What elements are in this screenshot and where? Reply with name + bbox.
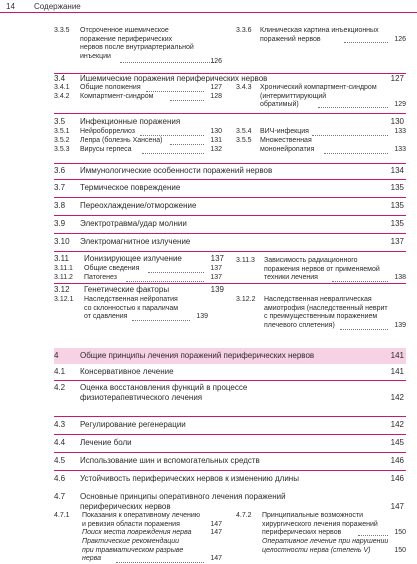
leader-dots [120, 62, 216, 63]
leader-dots [324, 153, 388, 154]
header-title: Содержание [34, 2, 81, 11]
leader-dots [318, 107, 388, 108]
section-divider [54, 283, 406, 284]
section-divider [54, 197, 406, 198]
leader-dots [146, 91, 204, 92]
leader-dots [344, 42, 388, 43]
section-divider [54, 179, 406, 180]
leader-dots [116, 562, 204, 563]
section-divider [54, 251, 406, 252]
section-divider [54, 470, 406, 471]
section-divider [54, 416, 406, 417]
section-divider [54, 452, 406, 453]
header-rule [0, 12, 417, 13]
section-divider [54, 233, 406, 234]
leader-dots [312, 135, 388, 136]
section-divider [54, 434, 406, 435]
leader-dots [340, 329, 388, 330]
leader-dots [358, 535, 388, 536]
leader-dots [332, 281, 388, 282]
page-number: 14 [6, 2, 15, 11]
section-divider [54, 380, 406, 381]
leader-dots [132, 320, 190, 321]
leader-dots [140, 135, 204, 136]
leader-dots [142, 153, 204, 154]
section-divider [54, 163, 406, 164]
leader-dots [126, 281, 204, 282]
page-header [0, 0, 417, 20]
section-divider [54, 215, 406, 216]
section-divider [54, 113, 406, 114]
leader-dots [170, 144, 204, 145]
leader-dots [170, 100, 204, 101]
leader-dots [148, 272, 204, 273]
